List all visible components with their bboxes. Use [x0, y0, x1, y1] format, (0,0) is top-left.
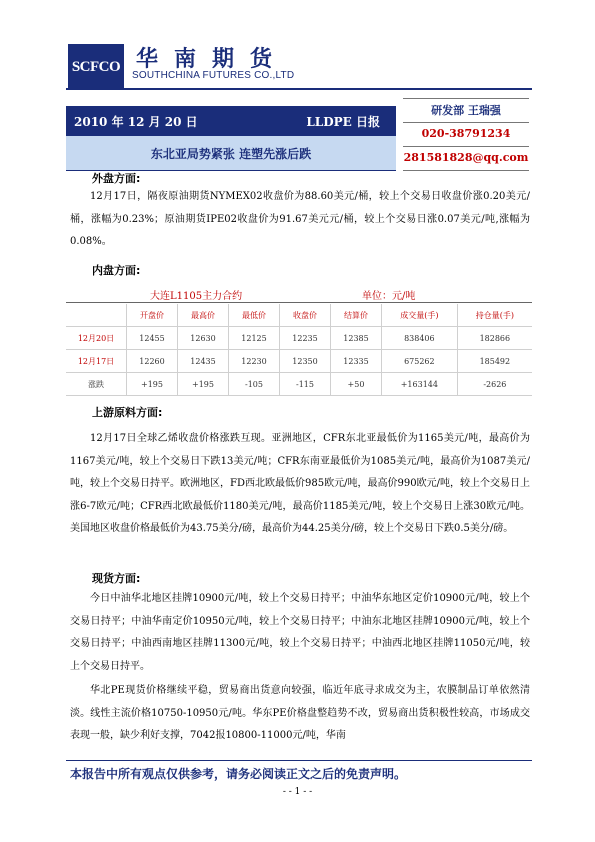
- header-cell: 最高价: [178, 304, 229, 327]
- table-cell: 12385: [331, 327, 382, 350]
- header-rule: [66, 88, 532, 90]
- row-label: 12月20日: [66, 327, 127, 350]
- header-cell: [66, 304, 127, 327]
- table-cell: +163144: [382, 373, 458, 396]
- header-cell: 开盘价: [127, 304, 178, 327]
- table-cell: 12435: [178, 350, 229, 373]
- disclaimer: 本报告中所有观点仅供参考，请务必阅读正文之后的免责声明。: [70, 767, 407, 781]
- table-cell: -115: [280, 373, 331, 396]
- row-label: 涨跌: [66, 373, 127, 396]
- analyst: 研发部 王瑞强: [431, 104, 501, 117]
- section-title-domestic: 内盘方面:: [92, 264, 141, 277]
- logo-text: SCFCO: [71, 58, 121, 75]
- price-table: [66, 304, 532, 396]
- table-cell: 838406: [382, 327, 458, 350]
- table-cell: +195: [127, 373, 178, 396]
- table-caption: 大连L1105主力合约: [150, 291, 243, 302]
- report-type: LLDPE 日报: [306, 115, 380, 129]
- contact-rule: [403, 98, 529, 99]
- table-top-rule: [66, 302, 532, 303]
- date-bar: [66, 106, 396, 136]
- email-link[interactable]: 281581828@qq.com: [403, 151, 529, 164]
- table-cell: 12230: [229, 350, 280, 373]
- table-cell: 12235: [280, 327, 331, 350]
- table-row: [66, 373, 532, 396]
- table-cell: 675262: [382, 350, 458, 373]
- header-cell: 持仓量(手): [457, 304, 532, 327]
- table-cell: 182866: [457, 327, 532, 350]
- section-title-external: 外盘方面:: [92, 172, 141, 185]
- section-title-upstream: 上游原料方面:: [92, 406, 163, 419]
- row-label: 12月17日: [66, 350, 127, 373]
- table-cell: 185492: [457, 350, 532, 373]
- contact-rule: [403, 146, 529, 147]
- header-cell: 收盘价: [280, 304, 331, 327]
- table-cell: 12455: [127, 327, 178, 350]
- contact-rule: [403, 170, 529, 171]
- footer-rule: [66, 760, 532, 761]
- headline: 东北亚局势紧张 连塑先涨后跌: [150, 147, 312, 161]
- header-cell: 结算价: [331, 304, 382, 327]
- external-paragraph: 12月17日，隔夜原油期货NYMEX02收盘价为88.60美元/桶，较上个交易日收盘价涨0.20美元/桶，涨幅为0.23%；原油期货IPE02收盘价为91.67美元元/桶，较上个交易日涨0.07美元/吨,涨幅为0.08%。: [70, 191, 530, 247]
- table-cell: 12260: [127, 350, 178, 373]
- company-name-cn: 华南期货: [136, 47, 289, 72]
- table-cell: 12350: [280, 350, 331, 373]
- spot-paragraph-2: 华北PE现货价格继续平稳，贸易商出货意向较强，临近年底寻求成交为主，农膜制品订单依然清淡。线性主流价格10750-10950元/吨。华东PE价格盘整趋势不改，贸易商出货积极性较高，市场成交表现一般，缺少利好支撑，7042报10800-11000元/吨，华南: [70, 685, 530, 741]
- upstream-paragraph: 12月17日全球乙烯收盘价格涨跌互现。亚洲地区，CFR东北亚最低价为1165美元/吨，最高价为1167美元/吨，较上个交易日下跌13美元/吨；CFR东南亚最低价为1085美元/吨，最高价为1087美元/吨，较上个交易日持平。欧洲地区，FD西北欧最低价985欧元/吨，最高价990欧元/吨，较上个交易日上涨6-7欧元/吨；CFR西北欧最低价1180美元/吨，最高价1185美元/吨，较上个交易日上涨30欧元/吨。美国地区收盘价格最低价为43.75美分/磅，最高价为44.25美分/磅，较上个交易日下跌0.5美分/磅。: [70, 433, 530, 534]
- table-cell: 12335: [331, 350, 382, 373]
- company-logo: [68, 44, 124, 90]
- table-row: [66, 350, 532, 373]
- table-row: [66, 327, 532, 350]
- table-unit: 单位：元/吨: [362, 291, 416, 302]
- company-name-en: SOUTHCHINA FUTURES CO.,LTD: [132, 70, 295, 81]
- phone: 020-38791234: [421, 127, 511, 140]
- page-number: - - 1 - -: [282, 787, 313, 797]
- table-cell: +195: [178, 373, 229, 396]
- table-cell: 12630: [178, 327, 229, 350]
- header-cell: 成交量(手): [382, 304, 458, 327]
- spot-paragraph-1: 今日中油华北地区挂牌10900元/吨，较上个交易日持平；中油华东地区定价10900元/吨，较上个交易日持平；中油华南定价10950元/吨，较上个交易日持平；中油东北地区挂牌10900元/吨，较上个交易日持平；中油西南地区挂牌11300元/吨，较上个交易日持平；中油西北地区挂牌11050元/吨，较上个交易日持平。: [70, 593, 530, 672]
- table-cell: -105: [229, 373, 280, 396]
- table-cell: -2626: [457, 373, 532, 396]
- headline-bar: [66, 136, 396, 170]
- section-title-spot: 现货方面:: [92, 572, 141, 585]
- contact-rule: [403, 122, 529, 123]
- header-cell: 最低价: [229, 304, 280, 327]
- report-date: 2010 年 12 月 20 日: [74, 115, 198, 129]
- table-cell: +50: [331, 373, 382, 396]
- table-cell: 12125: [229, 327, 280, 350]
- table-header-row: [66, 304, 532, 327]
